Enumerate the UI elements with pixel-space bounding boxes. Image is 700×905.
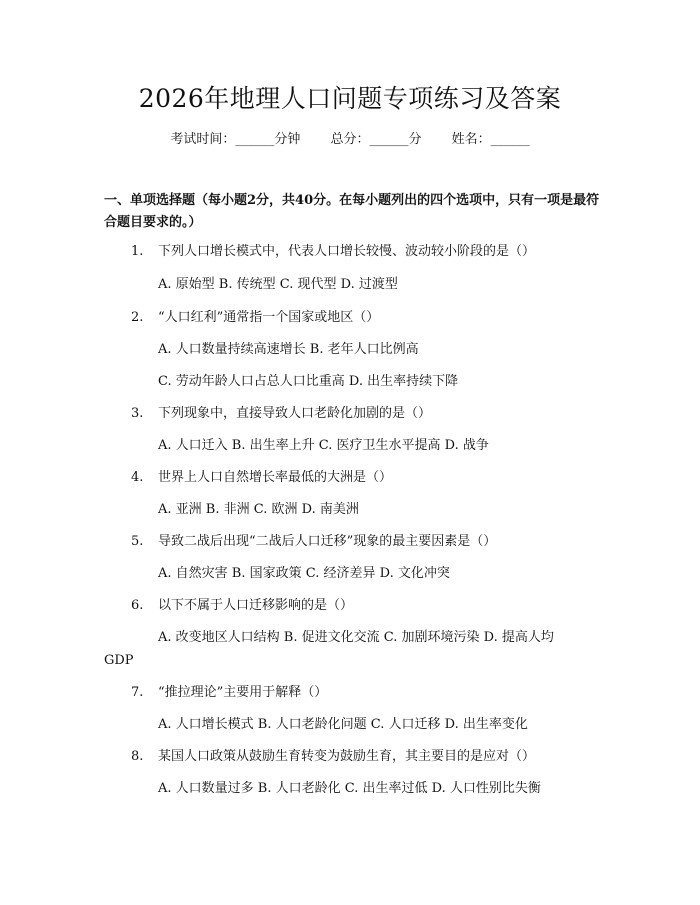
question-number: 6. bbox=[131, 598, 144, 613]
question-number: 8. bbox=[131, 749, 144, 764]
question-number: 3. bbox=[131, 406, 144, 421]
section-heading: 一、单项选择题（每小题2分，共40分。在每小题列出的四个选项中，只有一项是最符合题目要求的。） bbox=[104, 193, 600, 230]
question-stem: 世界上人口自然增长率最低的大洲是（） bbox=[158, 470, 393, 485]
question-stem: 以下不属于人口迁移影响的是（） bbox=[158, 598, 354, 613]
question-options: A. 自然灾害 B. 国家政策 C. 经济差异 D. 文化冲突 bbox=[158, 566, 450, 581]
exam-meta bbox=[0, 131, 700, 149]
question-stem: 下列现象中，直接导致人口老龄化加剧的是（） bbox=[158, 406, 432, 421]
exam-time-field: 考试时间：______分钟 bbox=[170, 132, 301, 147]
question-stem: 下列人口增长模式中，代表人口增长较慢、波动较小阶段的是（） bbox=[158, 244, 536, 259]
question-number: 7. bbox=[131, 685, 144, 700]
name-field: 姓名：______ bbox=[451, 132, 530, 147]
total-score-field: 总分：______分 bbox=[330, 132, 422, 147]
question-stem: 导致二战后出现“二战后人口迁移”现象的最主要因素是（） bbox=[158, 534, 497, 549]
question-number: 4. bbox=[131, 470, 144, 485]
document-title: 2026年地理人口问题专项练习及答案 bbox=[138, 84, 562, 113]
question-number: 5. bbox=[131, 534, 144, 549]
question-stem: “推拉理论”主要用于解释（） bbox=[158, 685, 328, 700]
question-options: A. 亚洲 B. 非洲 C. 欧洲 D. 南美洲 bbox=[158, 502, 359, 517]
question-stem: 某国人口政策从鼓励生育转变为鼓励生育，其主要目的是应对（） bbox=[158, 749, 536, 764]
question-options: A. 人口迁入 B. 出生率上升 C. 医疗卫生水平提高 D. 战争 bbox=[158, 438, 489, 453]
question-options: A. 改变地区人口结构 B. 促进文化交流 C. 加剧环境污染 D. 提高人均 bbox=[158, 630, 554, 645]
question-stem: “人口红利”通常指一个国家或地区（） bbox=[158, 310, 380, 325]
question-number: 1. bbox=[131, 244, 144, 259]
question-options: A. 人口增长模式 B. 人口老龄化问题 C. 人口迁移 D. 出生率变化 bbox=[158, 717, 528, 732]
question-options-wrap: GDP bbox=[104, 653, 134, 668]
question-options: A. 人口数量持续高速增长 B. 老年人口比例高 bbox=[158, 342, 419, 357]
question-number: 2. bbox=[131, 310, 144, 325]
question-options: A. 人口数量过多 B. 人口老龄化 C. 出生率过低 D. 人口性别比失衡 bbox=[158, 781, 541, 796]
question-options: A. 原始型 B. 传统型 C. 现代型 D. 过渡型 bbox=[158, 277, 398, 292]
question-options: C. 劳动年龄人口占总人口比重高 D. 出生率持续下降 bbox=[158, 374, 459, 389]
